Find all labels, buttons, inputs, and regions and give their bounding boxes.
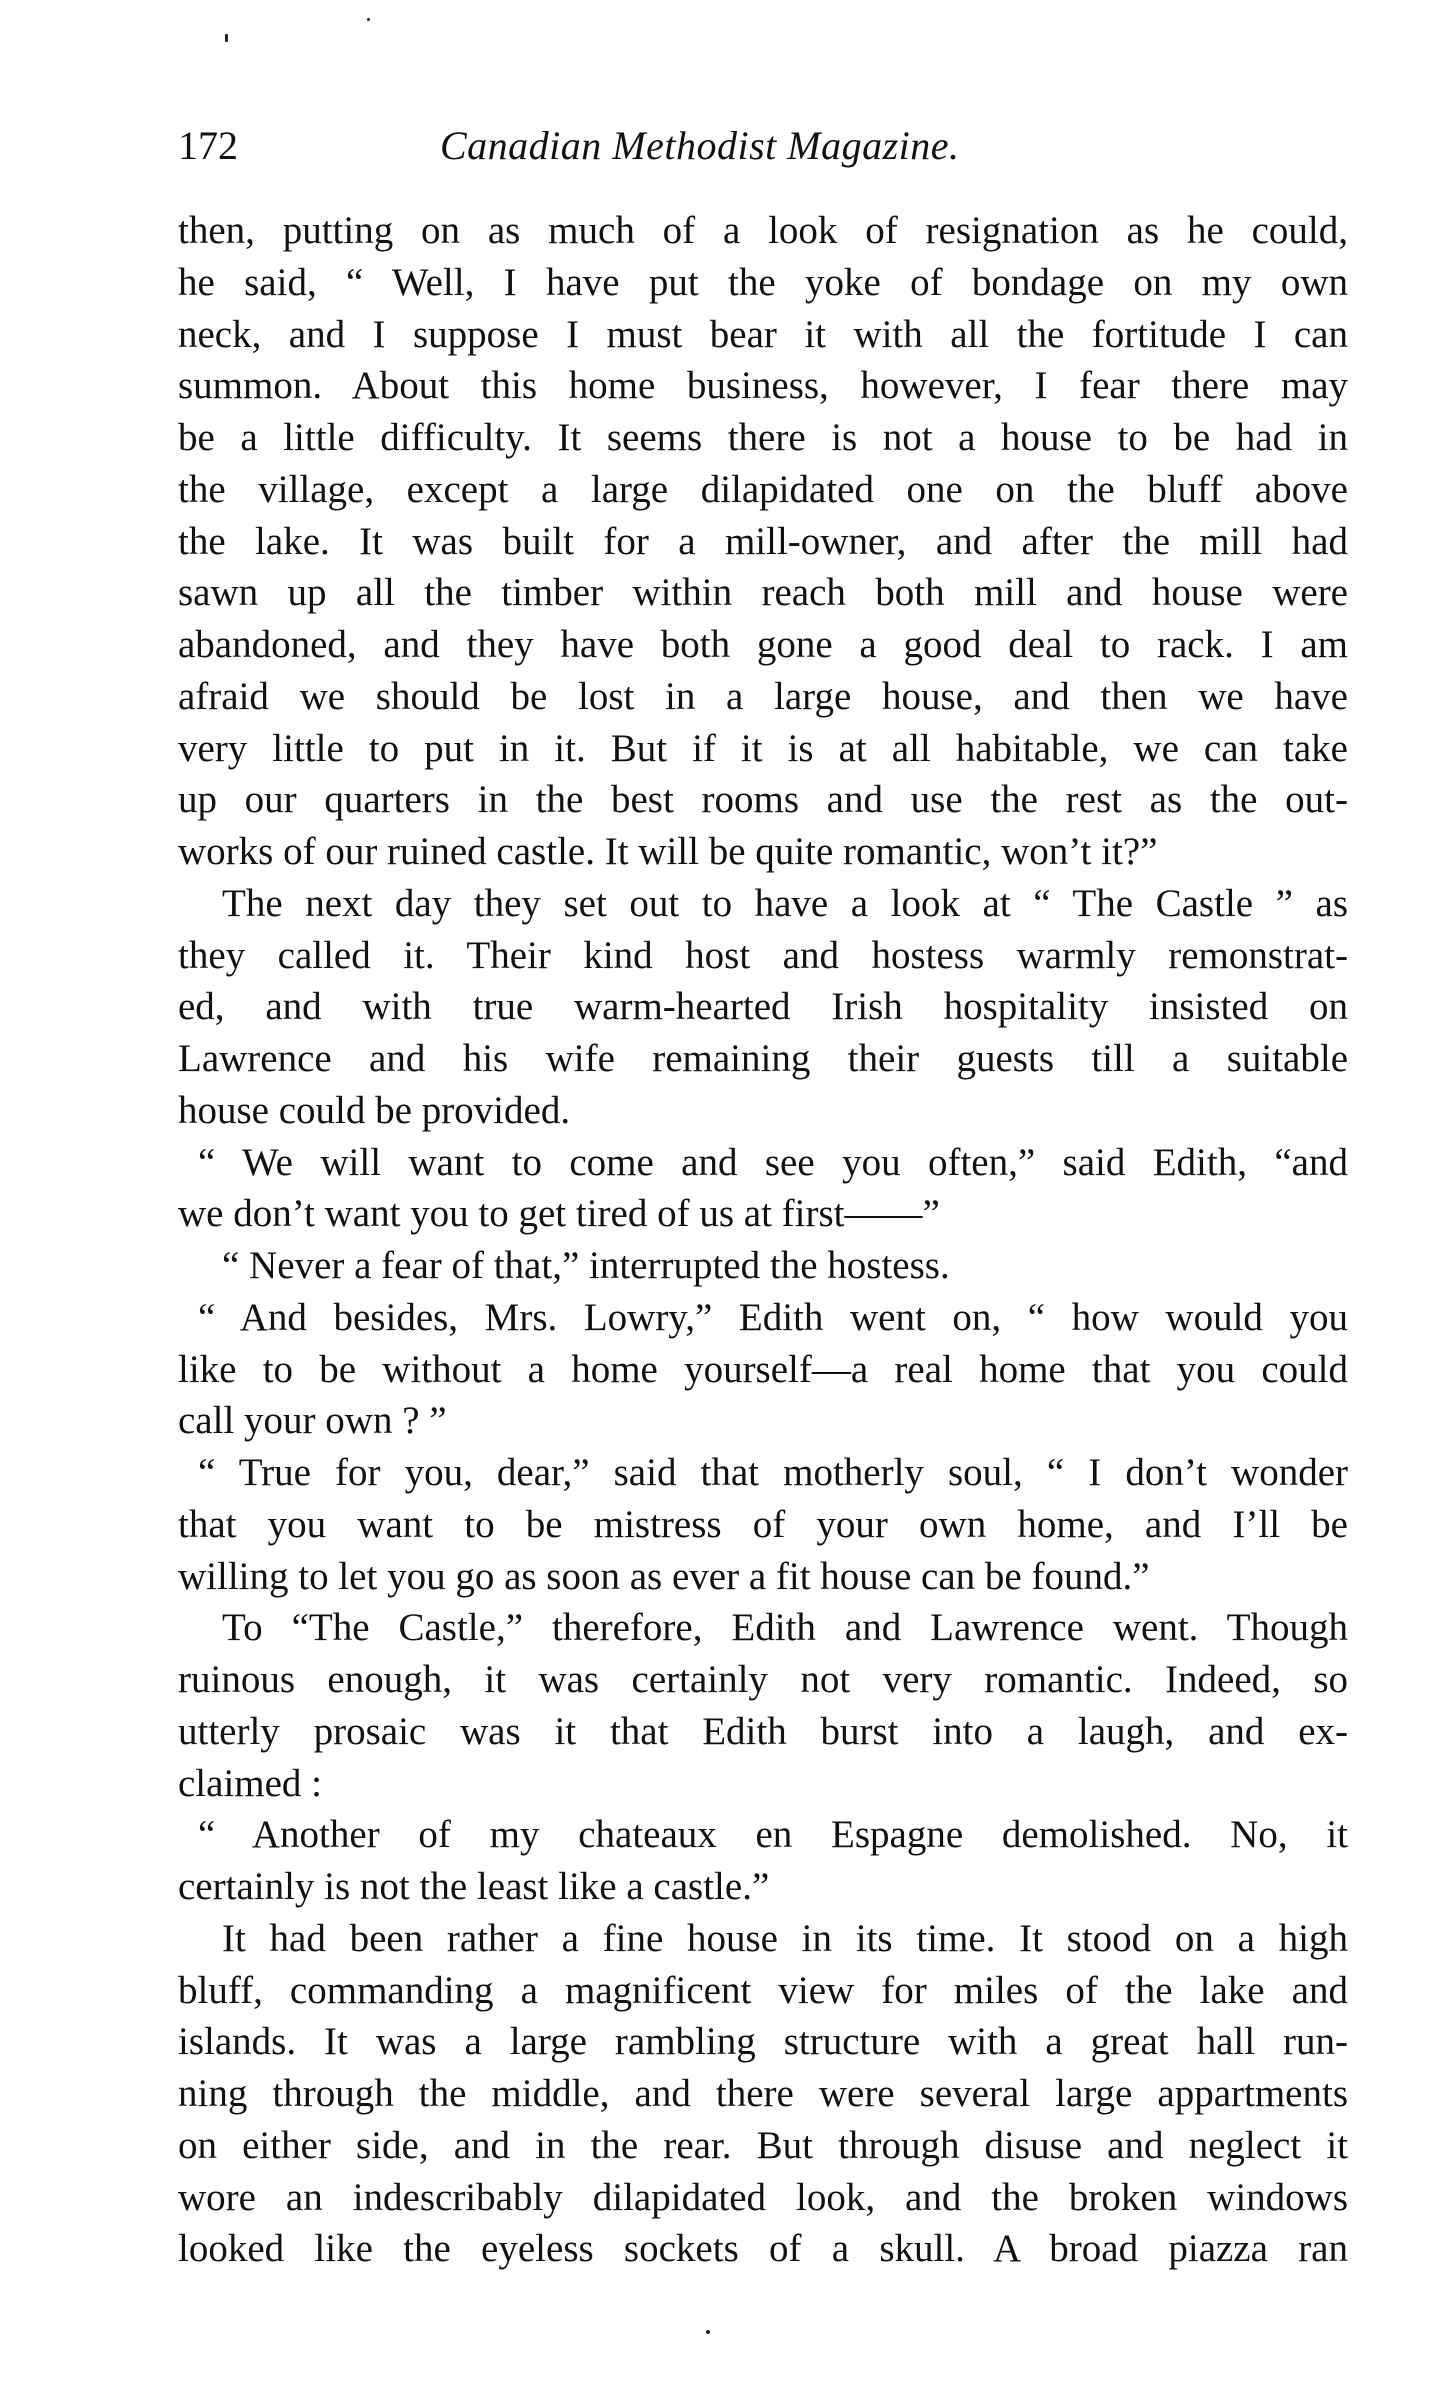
text-line: The next day they set out to have a look at “ The Castle ” as — [222, 881, 1348, 925]
body-text — [178, 205, 1348, 2275]
text-line: sawn up all the timber within reach both mill and house were — [178, 571, 1348, 615]
page-number: 172 — [178, 123, 238, 168]
text-line: ning through the middle, and there were several large appartments — [178, 2072, 1348, 2115]
text-line: neck, and I suppose I must bear it with all the fortitude I can — [178, 312, 1348, 356]
text-line: the village, except a large dilapidated one on the bluff above — [178, 467, 1348, 511]
ink-speck — [225, 34, 228, 42]
ink-speck — [367, 18, 370, 21]
text-line: that you want to be mistress of your own home, and I’ll be — [178, 1502, 1348, 1546]
text-line: ed, and with true warm-hearted Irish hospitality insisted on — [178, 985, 1348, 1029]
text-line: looked like the eyeless sockets of a skull. A broad piazza ran — [178, 2227, 1348, 2271]
text-line: bluff, commanding a magnificent view for miles of the lake and — [178, 1968, 1348, 2012]
text-line: he said, “ Well, I have put the yoke of bondage on my own — [178, 260, 1348, 304]
text-line: house could be provided. — [178, 1088, 571, 1132]
text-line: we don’t want you to get tired of us at first——” — [178, 1192, 940, 1236]
text-line: they called it. Their kind host and hostess warmly remonstrat- — [178, 933, 1348, 977]
text-line: like to be without a home yourself—a real home that you could — [178, 1347, 1348, 1391]
text-line: ruinous enough, it was certainly not very romantic. Indeed, so — [178, 1658, 1348, 1701]
text-line: To “The Castle,” therefore, Edith and Lawrence went. Though — [222, 1606, 1348, 1650]
text-line: certainly is not the least like a castle.” — [178, 1865, 770, 1908]
text-line: “ We will want to come and see you often,” said Edith, “and — [198, 1140, 1348, 1184]
text-line: the lake. It was built for a mill-owner, and after the mill had — [178, 519, 1348, 563]
page-header — [178, 122, 1348, 182]
text-line: “ Never a fear of that,” interrupted the hostess. — [222, 1244, 950, 1287]
text-line: claimed : — [178, 1761, 323, 1805]
text-line: works of our ruined castle. It will be quite romantic, won’t it?” — [178, 830, 1158, 873]
text-line: “ True for you, dear,” said that motherly soul, “ I don’t wonder — [198, 1451, 1348, 1494]
text-line: “ And besides, Mrs. Lowry,” Edith went on, “ how would you — [198, 1295, 1348, 1339]
text-line: willing to let you go as soon as ever a fit house can be found.” — [178, 1554, 1150, 1598]
text-line: very little to put in it. But if it is at all habitable, we can take — [178, 726, 1348, 770]
text-line: up our quarters in the best rooms and use the rest as the out- — [178, 778, 1348, 822]
text-line: wore an indescribably dilapidated look, and the broken windows — [178, 2175, 1348, 2219]
text-line: then, putting on as much of a look of resignation as he could, — [178, 209, 1348, 252]
text-line: “ Another of my chateaux en Espagne demolished. No, it — [198, 1813, 1348, 1857]
text-line: Lawrence and his wife remaining their guests till a suitable — [178, 1037, 1348, 1080]
text-line: afraid we should be lost in a large house, and then we have — [178, 674, 1348, 718]
text-line: It had been rather a fine house in its time. It stood on a high — [222, 1916, 1348, 1960]
running-title: Canadian Methodist Magazine. — [440, 123, 960, 168]
ink-speck — [706, 2330, 710, 2334]
text-line: utterly prosaic was it that Edith burst into a laugh, and ex- — [178, 1709, 1348, 1753]
text-line: islands. It was a large rambling structure with a great hall run- — [178, 2020, 1348, 2064]
text-line: be a little difficulty. It seems there is not a house to be had in — [178, 416, 1348, 459]
text-line: abandoned, and they have both gone a good deal to rack. I am — [178, 623, 1348, 666]
text-line: summon. About this home business, however, I fear there may — [178, 364, 1348, 408]
text-line: call your own ? ” — [178, 1399, 447, 1443]
text-line: on either side, and in the rear. But through disuse and neglect it — [178, 2123, 1348, 2167]
